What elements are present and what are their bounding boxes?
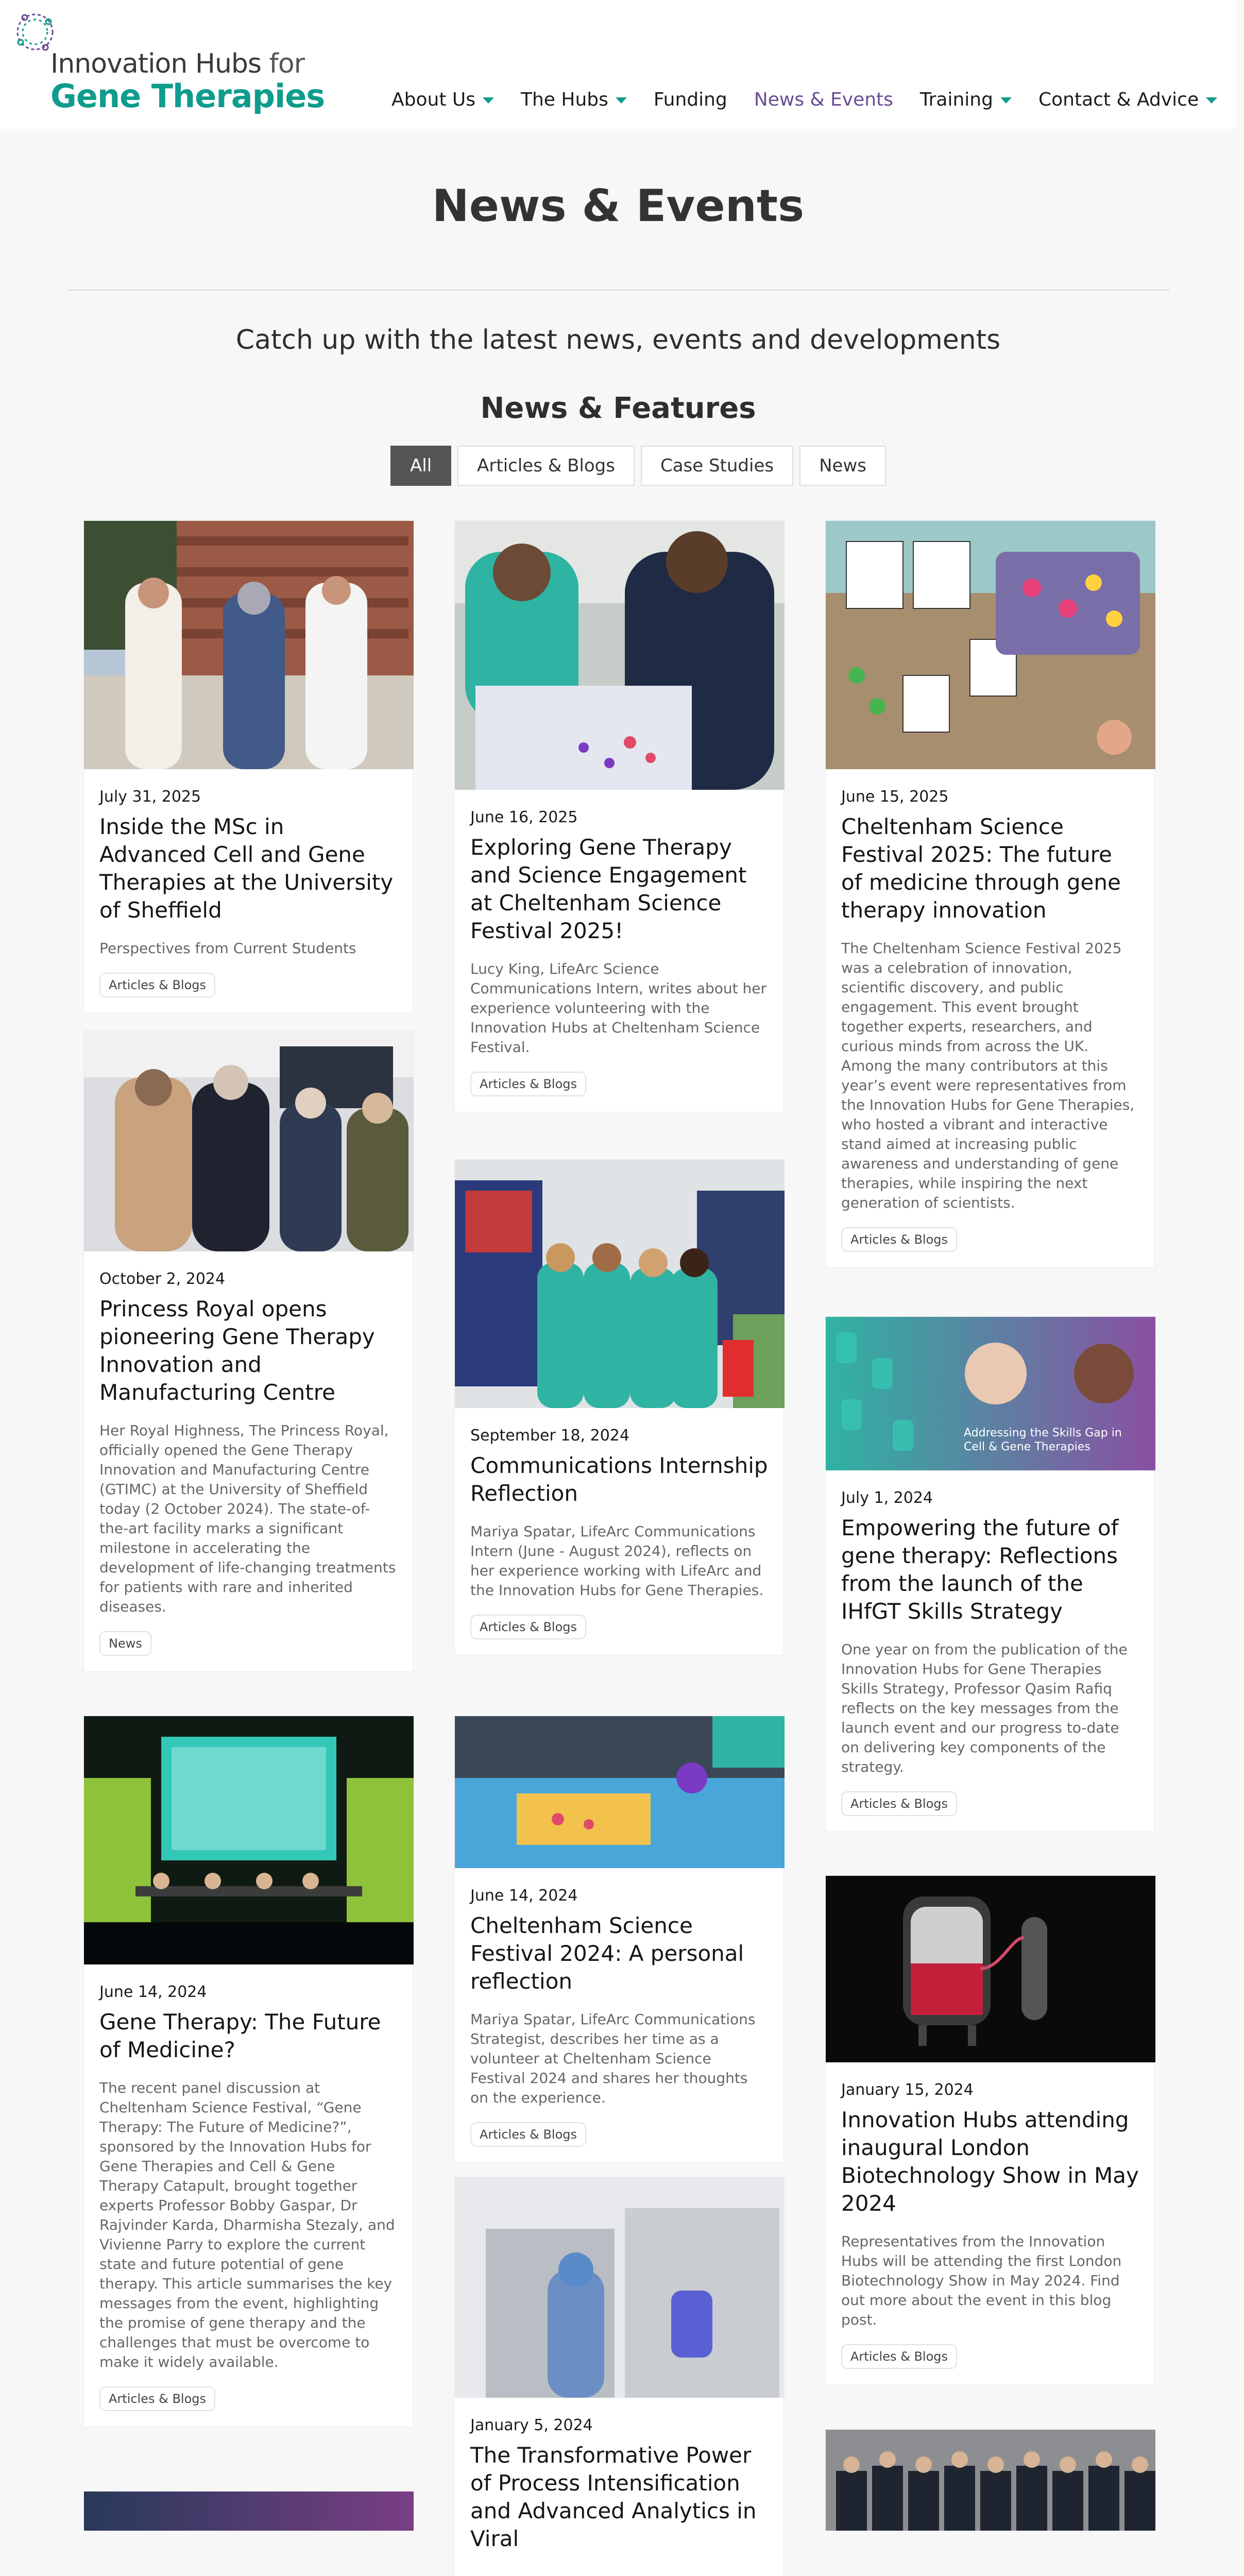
card-date: January 15, 2024 [841,2081,974,2099]
card-image[interactable] [826,2430,1154,2531]
card-image[interactable] [84,2492,413,2531]
card-title[interactable]: Innovation Hubs attending inaugural London Biotechnology Show in May 2024 [841,2107,1139,2216]
page-subtitle: Catch up with the latest news, events and developments [235,325,1001,355]
card-date: June 16, 2025 [470,808,578,826]
card-title[interactable]: Empowering the future of gene therapy: Reflections from the launch of the IHfGT Skills Strategy [841,1515,1119,1624]
news-card[interactable] [825,1875,1155,2385]
news-card[interactable] [83,1030,413,1672]
card-tag[interactable]: Articles & Blogs [99,973,215,997]
card-title[interactable]: The Transformative Power of Process Intensification and Advanced Analytics in Viral [470,2443,757,2551]
card-title[interactable]: Gene Therapy: The Future of Medicine? [99,2009,381,2062]
activity-table-photo-icon [826,521,1155,769]
interns-photo-icon [455,1160,785,1408]
card-tag[interactable]: News [99,1631,151,1656]
card-image[interactable] [826,521,1154,769]
filter-articles-blogs[interactable]: Articles & Blogs [457,446,635,486]
filter-bar [390,446,892,486]
news-card[interactable] [83,2491,413,2530]
card-image[interactable] [826,1876,1154,2062]
news-card[interactable] [825,520,1155,1268]
news-card[interactable] [825,1316,1155,1832]
card-image[interactable] [455,1160,783,1408]
nav-contact-advice[interactable]: Contact & Advice [1038,89,1217,110]
card-date: June 15, 2025 [841,788,949,806]
nav-news-events[interactable]: News & Events [754,89,893,110]
workshop-table-photo-icon [455,1716,785,1868]
team-photo-icon [826,2430,1155,2531]
card-image[interactable] [455,2177,783,2398]
site-logo[interactable] [9,6,325,115]
card-excerpt: One year on from the publication of the Innovation Hubs for Gene Therapies Skills Strategy, Professor Qasim Rafiq reflects on the key messages from the launch event and our progress to-date on delivering key components of the strategy. [841,1641,1128,1775]
card-tag[interactable]: Articles & Blogs [470,1072,586,1096]
card-tag[interactable]: Articles & Blogs [470,2122,586,2147]
card-date: June 14, 2024 [99,1983,207,2001]
chevron-down-icon [1206,97,1217,104]
filter-news[interactable]: News [799,446,886,486]
title-divider [67,290,1169,291]
news-card[interactable] [83,520,413,1013]
card-tag[interactable]: Articles & Blogs [470,1615,586,1639]
card-excerpt: Lucy King, LifeArc Science Communications Intern, writes about her experience volunteering with the Innovation Hubs at Cheltenham Science Festival. [470,960,767,1056]
chevron-down-icon [1000,97,1012,104]
card-excerpt: Mariya Spatar, LifeArc Communications Intern (June - August 2024), reflects on her experience working with LifeArc and the Innovation Hubs for Gene Therapies. [470,1523,764,1599]
card-date: October 2, 2024 [99,1270,226,1288]
logo-text-top: Innovation Hubs for [50,48,305,79]
card-title[interactable]: Princess Royal opens pioneering Gene Therapy Innovation and Manufacturing Centre [99,1296,375,1405]
chevron-down-icon [483,97,494,104]
card-date: September 18, 2024 [470,1427,629,1445]
filter-all[interactable]: All [390,446,451,486]
card-title[interactable]: Exploring Gene Therapy and Science Engagement at Cheltenham Science Festival 2025! [470,835,747,943]
nav-the-hubs[interactable]: The Hubs [521,89,627,110]
card-excerpt: The recent panel discussion at Cheltenham Science Festival, “Gene Therapy: The Future of Medicine?”, sponsored by the Innovation Hubs for Gene Therapies and Cell & Gene Therapy Catapult, brought together experts Professor Bobby Gaspar, Dr Rajvinder Karda, Dharmisha Stezaly, and Vivienne Parry to explore the current state and future potential of gene therapy. This article summarises the key messages from the event, highlighting the promise of gene therapy and the challenges that must be overcome to make it widely available. [99,2079,395,2370]
card-image[interactable] [826,1317,1154,1470]
card-image[interactable] [455,521,783,790]
section-title: News & Features [480,392,756,425]
card-tag[interactable]: Articles & Blogs [841,2344,957,2369]
lab-photo-icon [455,2177,785,2398]
card-date: July 31, 2025 [99,788,201,806]
card-date: June 14, 2024 [470,1887,578,1905]
festival-photo-icon [455,521,785,790]
card-image[interactable] [455,1716,783,1868]
card-excerpt: Perspectives from Current Students [99,940,356,957]
card-date: July 1, 2024 [841,1489,933,1507]
logo-text-bottom: Gene Therapies [50,77,325,115]
panel-stage-photo-icon [84,1716,414,1964]
news-card[interactable] [454,1716,784,2163]
card-tag[interactable]: Articles & Blogs [99,2386,215,2411]
banner-caption: Addressing the Skills Gap in Cell & Gene Therapies [964,1427,1122,1453]
card-excerpt: Representatives from the Innovation Hubs will be attending the first London Biotechnology Show in May 2024. Find out more about the event in this blog post. [841,2233,1122,2328]
nav-about-us[interactable]: About Us [391,89,494,110]
card-date: January 5, 2024 [470,2416,593,2434]
news-card[interactable] [454,2177,784,2576]
main-nav [391,84,1244,115]
card-excerpt: Mariya Spatar, LifeArc Communications Strategist, describes her time as a volunteer at Cheltenham Science Festival 2024 and shares her thoughts on the experience. [470,2011,756,2106]
card-title[interactable]: Inside the MSc in Advanced Cell and Gene Therapies at the University of Sheffield [99,814,394,923]
bioreactor-photo-icon [826,1876,1155,2062]
card-title[interactable]: Cheltenham Science Festival 2024: A personal reflection [470,1913,744,1994]
card-tag[interactable]: Articles & Blogs [841,1791,957,1816]
card-excerpt: The Cheltenham Science Festival 2025 was a celebration of innovation, scientific discovery, and public engagement. This event brought together experts, researchers, and curious minds from across the UK. Among the many contributors at this year’s event were representatives from the Innovation Hubs for Gene Therapies, who hosted a vibrant and interactive stand aimed at increasing public awareness and understanding of gene therapies, while inspiring the next generation of scientists. [841,940,1135,1211]
nav-funding[interactable]: Funding [653,89,727,110]
abstract-photo-icon [84,2492,414,2531]
card-title[interactable]: Communications Internship Reflection [470,1453,768,1506]
card-tag[interactable]: Articles & Blogs [841,1227,957,1252]
filter-case-studies[interactable]: Case Studies [641,446,793,486]
news-card[interactable] [825,2429,1155,2530]
news-card[interactable] [83,1716,413,2427]
card-title[interactable]: Cheltenham Science Festival 2025: The future of medicine through gene therapy innovation [841,814,1121,923]
card-excerpt: Her Royal Highness, The Princess Royal, officially opened the Gene Therapy Innovation and Manufacturing Centre (GTIMC) at the University of Sheffield today (2 October 2024). The state-of-the-art facility marks a significant milestone in accelerating the development of life-changing treatments for patients with rare and inherited diseases. [99,1422,396,1615]
site-header [0,0,1236,129]
nav-training[interactable]: Training [920,89,1012,110]
people-photo-icon [84,521,414,769]
news-card[interactable] [454,1159,784,1655]
news-card[interactable] [454,520,784,1112]
chevron-down-icon [616,97,627,104]
group-photo-icon [84,1031,414,1251]
card-image[interactable] [84,521,413,769]
card-image[interactable] [84,1716,413,1964]
card-image[interactable] [84,1031,413,1251]
page-title: News & Events [432,180,805,232]
